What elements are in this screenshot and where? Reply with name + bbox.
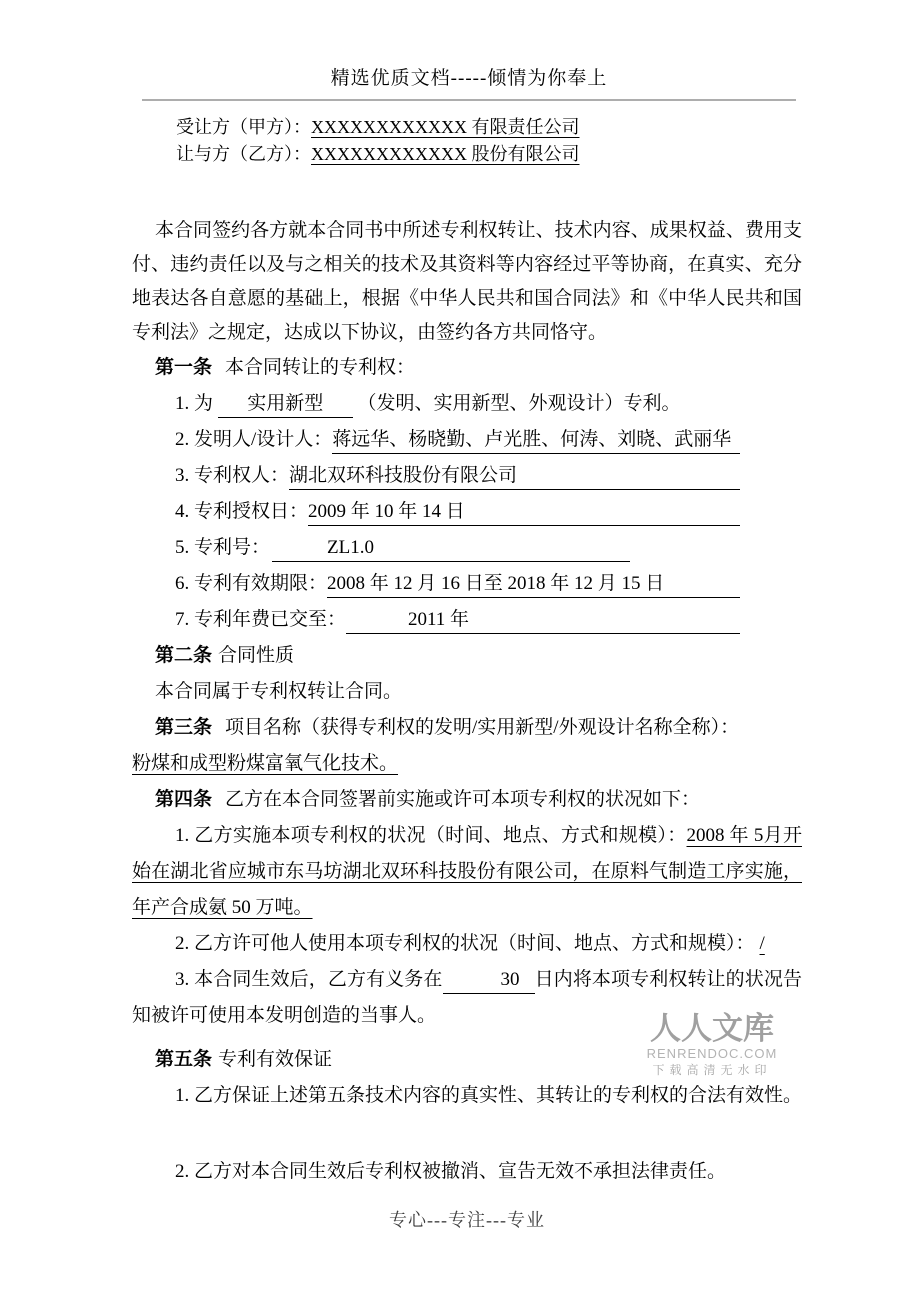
party-value: XXXXXXXXXXXX 股份有限公司 (311, 144, 580, 164)
article3-heading (132, 710, 802, 746)
item-label: 3. 专利权人： (175, 465, 290, 486)
party-row-yifang (176, 141, 802, 168)
blank-field-validity-period: 2008 年 12 月 16 日至 2018 年 12 月 15 日 (327, 571, 740, 598)
watermark-title: 人人文库 (650, 1011, 774, 1046)
article5-heading (132, 1042, 802, 1078)
watermark-domain: RENRENDOC.COM (646, 1046, 778, 1061)
watermark-caption: 下载高清无水印 (652, 1063, 772, 1077)
article2-heading (132, 638, 802, 674)
item-text: 1. 为 (175, 393, 214, 414)
blank-field-project-name: 粉煤和成型粉煤富氧气化技术。 (132, 753, 399, 774)
doc-header (142, 66, 796, 101)
doc-footer-text: 专心---专注---专业 (389, 1210, 545, 1230)
article1-number: 第一条 (155, 357, 213, 378)
article1-item6 (132, 566, 802, 602)
party-label: 受让方（甲方）： (176, 117, 311, 137)
parties-block (176, 114, 802, 168)
article1-item2 (132, 422, 802, 458)
blank-field-implementation-status: 2008 年 5月开始在湖北省应城市东马坊湖北双环科技股份有限公司，在原料气制造工序实施，年产合成氨 50 万吨。 (132, 825, 802, 918)
article2-body: 本合同属于专利权转让合同。 (155, 681, 403, 702)
item-label: 6. 专利有效期限： (175, 573, 328, 594)
blank-field-patent-number: ZL1.0 (272, 535, 630, 562)
article2-number: 第二条 (155, 645, 213, 666)
article5-item2: 2. 乙方对本合同生效后专利权被撤消、宣告无效不承担法律责任。 (175, 1161, 727, 1182)
doc-header-title: 精选优质文档-----倾情为你奉上 (330, 68, 608, 89)
article5-title: 专利有效保证 (218, 1049, 333, 1070)
item-text: 3. 本合同生效后，乙方有义务在 (175, 969, 443, 990)
article1-item1 (132, 386, 802, 422)
article4-number: 第四条 (155, 789, 213, 810)
item-label: 2. 发明人/设计人： (175, 429, 333, 450)
article4-title: 乙方在本合同签署前实施或许可本项专利权的状况如下： (225, 789, 701, 810)
article1-item4 (132, 494, 802, 530)
party-row-jiafang (176, 114, 802, 141)
article1-item7 (132, 602, 802, 638)
party-label: 让与方（乙方）： (176, 144, 311, 164)
article4-item3 (132, 962, 802, 1034)
article2-title: 合同性质 (218, 645, 295, 666)
blank-field-patentee: 湖北双环科技股份有限公司 (289, 463, 740, 490)
article3-title: 项目名称（获得专利权的发明/实用新型/外观设计名称全称）： (225, 717, 740, 738)
blank-field-patent-type: 实用新型 (218, 391, 353, 418)
item-label: 5. 专利号： (175, 537, 271, 558)
article1-item3 (132, 458, 802, 494)
item-text: 1. 乙方实施本项专利权的状况（时间、地点、方式和规模）： (175, 825, 687, 846)
article1-heading (132, 350, 802, 386)
blank-field-license-status: / (759, 933, 765, 954)
blank-field-grant-date: 2009 年 10 年 14 日 (308, 499, 740, 526)
article4-item1 (132, 818, 802, 926)
item-text: 日内将本项专利权转让的状况告知被许可使用本发明创造的当事人。 (132, 969, 802, 1026)
blank-field-annuity-paid: 2011 年 (346, 607, 740, 634)
party-value: XXXXXXXXXXXX 有限责任公司 (311, 117, 580, 137)
item-text: （发明、实用新型、外观设计）专利。 (357, 393, 681, 414)
article1-item5 (132, 530, 802, 566)
article5-number: 第五条 (155, 1049, 213, 1070)
item-label: 7. 专利年费已交至： (175, 609, 347, 630)
article3-number: 第三条 (155, 717, 213, 738)
item-label: 4. 专利授权日： (175, 501, 309, 522)
item-text: 2. 乙方许可他人使用本项专利权的状况（时间、地点、方式和规模）： (175, 933, 755, 954)
blank-field-inventors: 蒋远华、杨晓勤、卢光胜、何涛、刘晓、武丽华 (332, 427, 740, 454)
blank-field-notify-days: 30 (443, 967, 535, 994)
article5-item1: 1. 乙方保证上述第五条技术内容的真实性、其转让的专利权的合法有效性。 (175, 1085, 803, 1106)
preamble-paragraph: 本合同签约各方就本合同书中所述专利权转让、技术内容、成果权益、费用支付、违约责任以及与之相关的技术及其资料等内容经过平等协商，在真实、充分地表达各自意愿的基础上，根据《中华人民共和国合同法》和《中华人民共和国专利法》之规定，达成以下协议，由签约各方共同恪守。 (132, 220, 802, 343)
article4-heading (132, 782, 802, 818)
article4-item2 (132, 926, 802, 962)
article1-title: 本合同转让的专利权： (225, 357, 416, 378)
article3-value-line (132, 746, 802, 782)
